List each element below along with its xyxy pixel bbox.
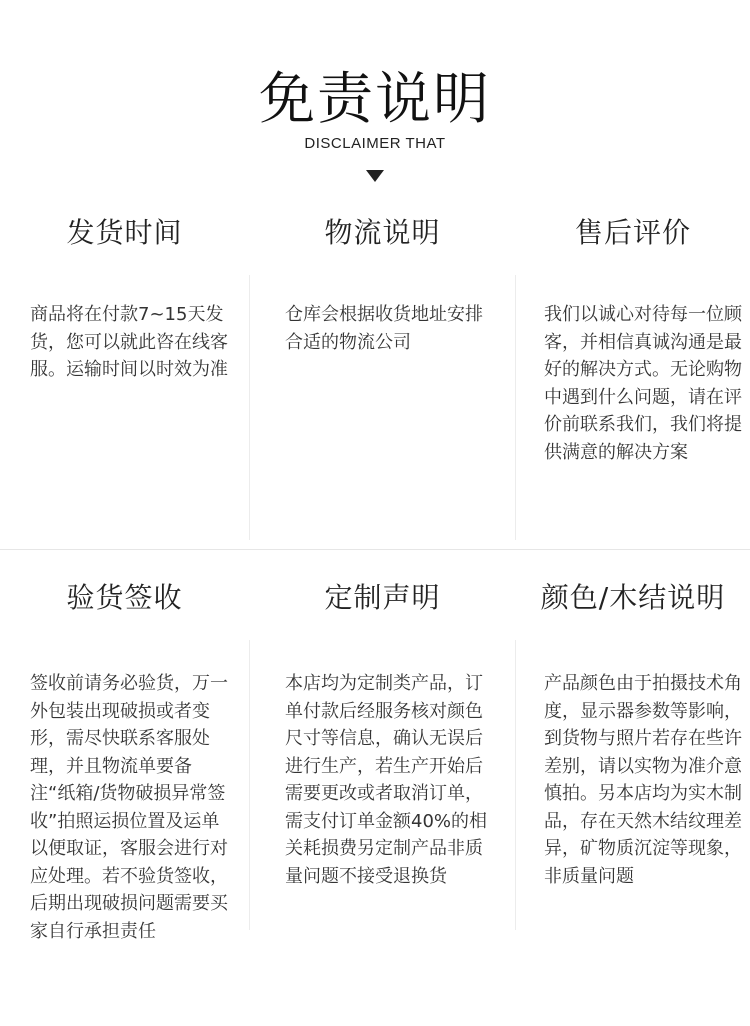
- page-title: 免责说明: [259, 67, 491, 132]
- section-body: 我们以诚心对待每一位顾客，并相信真诚沟通是最好的解决方式。无论购物中遇到什么问题，请在评价前联系我们，我们将提供满意的解决方案: [544, 304, 742, 463]
- row-divider: [0, 549, 750, 550]
- column-divider: [249, 640, 250, 930]
- column-divider: [249, 275, 250, 540]
- column-divider: [515, 275, 516, 540]
- section-title: 验货签收: [66, 581, 183, 614]
- section-row-bottom: [0, 570, 750, 1000]
- column-divider: [515, 640, 516, 930]
- section-shipping-time: [0, 205, 249, 550]
- section-body: 商品将在付款7~15天发货，您可以就此咨在线客服。运输时间以时效为准: [30, 304, 228, 380]
- page-subtitle: DISCLAIMER THAT: [304, 135, 446, 152]
- section-title: 定制声明: [324, 581, 441, 614]
- section-inspection-receipt: [0, 570, 249, 1000]
- section-custom-statement: [250, 570, 515, 1000]
- section-body: 产品颜色由于拍摄技术角度，显示器参数等影响，到货物与照片若存在些许差别，请以实物为准介意慎拍。另本店均为实木制品，存在天然木结纹理差异，矿物质沉淀等现象，非质量问题: [544, 673, 742, 887]
- triangle-down-icon: [366, 170, 384, 182]
- section-color-knot: [516, 570, 750, 1000]
- section-row-top: [0, 205, 750, 550]
- section-after-sales: [516, 205, 750, 550]
- section-title: 物流说明: [324, 216, 441, 249]
- section-title: 颜色/木结说明: [540, 581, 726, 614]
- section-logistics: [250, 205, 515, 550]
- section-body: 本店均为定制类产品，订单付款后经服务核对颜色尺寸等信息，确认无误后进行生产，若生产开始后需要更改或者取消订单，需支付订单金额40%的相关耗损费另定制产品非质量问题不接受退换货: [285, 673, 488, 887]
- section-title: 售后评价: [574, 216, 691, 249]
- section-body: 签收前请务必验货，万一外包装出现破损或者变形，需尽快联系客服处理，并且物流单要备注“纸箱/货物破损异常签收”拍照运损位置及运单以便取证，客服会进行对应处理。若不验货签收，后期出现破损问题需要买家自行承担责任: [30, 673, 228, 942]
- section-title: 发货时间: [66, 216, 183, 249]
- disclaimer-header: [0, 0, 750, 200]
- section-body: 仓库会根据收货地址安排合适的物流公司: [285, 304, 483, 353]
